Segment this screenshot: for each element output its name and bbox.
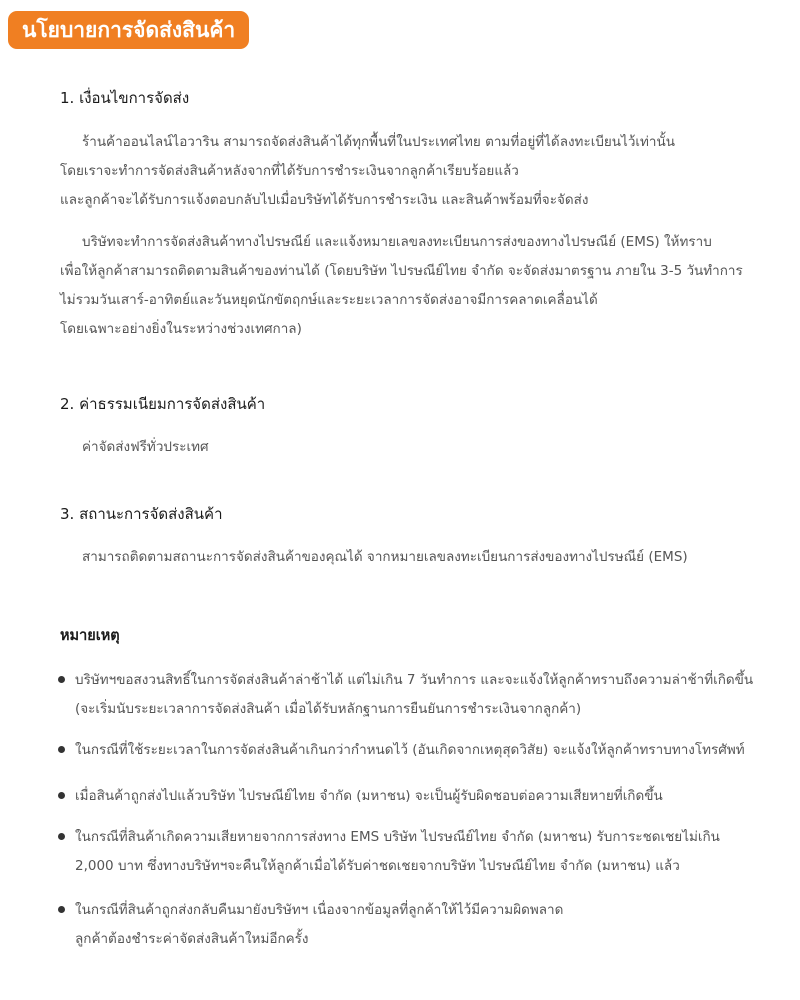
note-line: ในกรณีที่ใช้ระยะเวลาในการจัดส่งสินค้าเกินกว่ากำหนดไว้ (อันเกิดจากเหตุสุดวิสัย) จะแจ้งให้ลูกค้าทราบทางโทรศัพท์ (75, 742, 745, 758)
paragraph-line: โดยเฉพาะอย่างยิ่งในระหว่างช่วงเทศกาล) (60, 321, 302, 337)
paragraph-line: ไม่รวมวันเสาร์-อาทิตย์และวันหยุดนักขัตฤกษ์และระยะเวลาการจัดส่งอาจมีการคลาดเคลื่อนได้ (60, 292, 598, 308)
section-heading-shipping-fees: 2. ค่าธรรมเนียมการจัดส่งสินค้า (60, 395, 266, 413)
note-item (58, 736, 745, 765)
note-line: เมื่อสินค้าถูกส่งไปแล้วบริษัท ไปรษณีย์ไทย จำกัด (มหาชน) จะเป็นผู้รับผิดชอบต่อความเสียหายที่เกิดขึ้น (75, 788, 663, 804)
note-item (58, 782, 663, 811)
paragraph-line: และลูกค้าจะได้รับการแจ้งตอบกลับไปเมื่อบริษัทได้รับการชำระเงิน และสินค้าพร้อมที่จะจัดส่ง (60, 192, 589, 208)
paragraph-shipping-conditions (60, 128, 675, 215)
paragraph-line: บริษัทจะทำการจัดส่งสินค้าทางไปรษณีย์ และแจ้งหมายเลขลงทะเบียนการส่งของทางไปรษณีย์ (EMS) ให้ทราบ (82, 234, 712, 250)
section-heading-shipping-conditions: 1. เงื่อนไขการจัดส่ง (60, 89, 190, 107)
bullet-dot-icon (58, 833, 65, 840)
paragraph-line: เพื่อให้ลูกค้าสามารถติดตามสินค้าของท่านได้ (โดยบริษัท ไปรษณีย์ไทย จำกัด จะจัดส่งมาตรฐาน ภายใน 3-5 วันทำการ (60, 263, 743, 279)
note-line: ในกรณีที่สินค้าถูกส่งกลับคืนมายังบริษัทฯ เนื่องจากข้อมูลที่ลูกค้าให้ไว้มีความผิดพลาด (75, 902, 564, 918)
bullet-dot-icon (58, 676, 65, 683)
paragraph-shipping-status (60, 543, 688, 572)
bullet-dot-icon (58, 906, 65, 913)
note-line: 2,000 บาท ซึ่งทางบริษัทฯจะคืนให้ลูกค้าเมื่อได้รับค่าชดเชยจากบริษัท ไปรษณีย์ไทย จำกัด (มหาชน) แล้ว (75, 858, 680, 874)
note-line: บริษัทฯขอสงวนสิทธิ์ในการจัดส่งสินค้าล่าช้าได้ แต่ไม่เกิน 7 วันทำการ และจะแจ้งให้ลูกค้าทราบถึงความล่าช้าที่เกิดขึ้น (75, 672, 754, 688)
note-item (58, 666, 753, 724)
paragraph-line: ร้านค้าออนไลน์ไอวาริน สามารถจัดส่งสินค้าได้ทุกพื้นที่ในประเทศไทย ตามที่อยู่ที่ได้ลงทะเบียนไว้เท่านั้น (82, 134, 675, 150)
paragraph-line: สามารถติดตามสถานะการจัดส่งสินค้าของคุณได้ จากหมายเลขลงทะเบียนการส่งของทางไปรษณีย์ (EMS) (82, 549, 688, 565)
paragraph-shipping-fees (60, 433, 209, 462)
notes-title: หมายเหตุ (60, 628, 120, 644)
page-title: นโยบายการจัดส่งสินค้า (8, 11, 249, 49)
note-line: (จะเริ่มนับระยะเวลาการจัดส่งสินค้า เมื่อได้รับหลักฐานการยืนยันการชำระเงินจากลูกค้า) (75, 701, 582, 717)
section-heading-shipping-status: 3. สถานะการจัดส่งสินค้า (60, 505, 223, 523)
note-item (58, 823, 720, 881)
bullet-dot-icon (58, 792, 65, 799)
note-line: ในกรณีที่สินค้าเกิดความเสียหายจากการส่งทาง EMS บริษัท ไปรษณีย์ไทย จำกัด (มหาชน) รับการะชดเชยไม่เกิน (75, 829, 720, 845)
note-item (58, 896, 563, 954)
paragraph-shipping-method (60, 228, 743, 344)
paragraph-line: ค่าจัดส่งฟรีทั่วประเทศ (82, 439, 209, 455)
paragraph-line: โดยเราจะทำการจัดส่งสินค้าหลังจากที่ได้รับการชำระเงินจากลูกค้าเรียบร้อยแล้ว (60, 163, 519, 179)
bullet-dot-icon (58, 746, 65, 753)
note-line: ลูกค้าต้องชำระค่าจัดส่งสินค้าใหม่อีกครั้ง (75, 931, 309, 947)
